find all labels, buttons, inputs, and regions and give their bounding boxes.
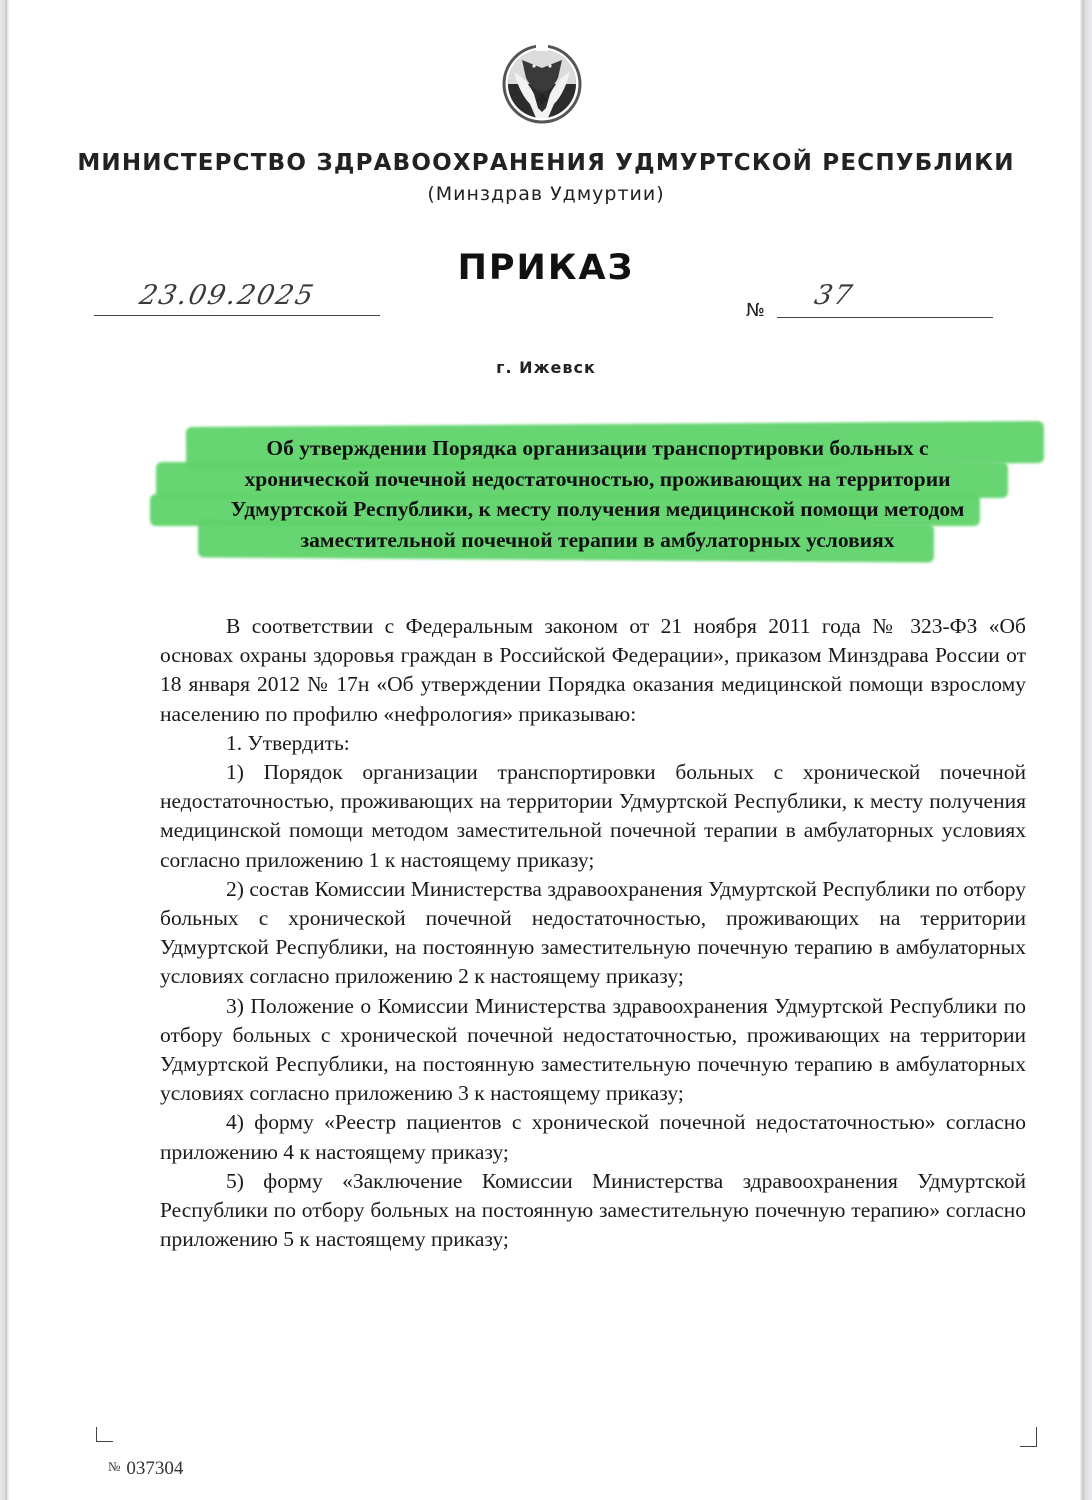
order-number-sign: № (746, 300, 765, 321)
subject-line: Об утверждении Порядка организации транспортировки больных с (266, 436, 929, 460)
serial-number-value: 037304 (126, 1458, 184, 1479)
corner-mark-right (1020, 1427, 1037, 1447)
approved-item: 3) Положение о Комиссии Министерства здравоохранения Удмуртской Республики по отбору больных с хронической почечной недостаточностью, проживающих на территории Удмуртской Республики, на постоянную заместительную почечную терапию в амбулаторных условиях согласно приложению 3 к настоящему приказу; (160, 993, 1026, 1106)
document-type-title: ПРИКАЗ (457, 248, 635, 288)
city: г. Ижевск (496, 358, 596, 377)
ministry-short-name: (Минздрав Удмуртии) (427, 183, 665, 205)
page-edge-right (1080, 0, 1092, 1500)
approved-item: 4) форму «Реестр пациентов с хронической почечной недостаточностью» согласно приложению 4 к настоящему приказу; (160, 1110, 1026, 1164)
date-underline (94, 315, 380, 316)
number-underline (777, 317, 993, 318)
approved-item: 5) форму «Заключение Комиссии Министерства здравоохранения Удмуртской Республики по отбору больных на постоянную заместительную почечную терапию» согласно приложению 5 к настоящему приказу; (160, 1168, 1026, 1252)
corner-mark-left (96, 1427, 113, 1442)
preamble-paragraph: В соответствии с Федеральным законом от 21 ноября 2011 года № 323-ФЗ «Об основах охраны здоровья граждан в Российской Федерации», приказом Минздрава России от 18 января 2012 № 17н «Об утверждении Порядка оказания медицинской помощи взрослому населению по профилю «нефрология» приказываю: (160, 614, 1026, 726)
subject-line: хронической почечной недостаточностью, проживающих на территории (244, 466, 951, 491)
approved-item: 1) Порядок организации транспортировки больных с хронической почечной недостаточностью, проживающих на территории Удмуртской Республики, к месту получения медицинской помощи методом заместительной почечной терапии в амбулаторных условиях согласно приложению 1 к настоящему приказу; (160, 760, 1026, 872)
udmurt-coat-of-arms-icon (500, 38, 584, 126)
approved-item: 2) состав Комиссии Министерства здравоохранения Удмуртской Республики по отбору больных с хронической почечной недостаточностью, проживающих на территории Удмуртской Республики, на постоянную заместительную почечную терапию в амбулаторных условиях согласно приложению 2 к настоящему приказу; (160, 876, 1026, 989)
subject-line: заместительной почечной терапии в амбулаторных условиях (300, 527, 895, 552)
order-number: 37 (811, 280, 857, 311)
serial-number-sign: № (108, 1459, 121, 1474)
clause-1-heading: 1. Утвердить: (226, 730, 350, 755)
page-edge-left (0, 0, 9, 1500)
order-subject (155, 433, 1040, 555)
order-body (160, 612, 1026, 1254)
order-date: 23.09.2025 (136, 280, 318, 311)
form-serial-number (108, 1458, 183, 1480)
subject-line: Удмуртской Республики, к месту получения медицинской помощи методом (230, 497, 965, 521)
ministry-name: МИНИСТЕРСТВО ЗДРАВООХРАНЕНИЯ УДМУРТСКОЙ РЕСПУБЛИКИ (77, 150, 1015, 176)
